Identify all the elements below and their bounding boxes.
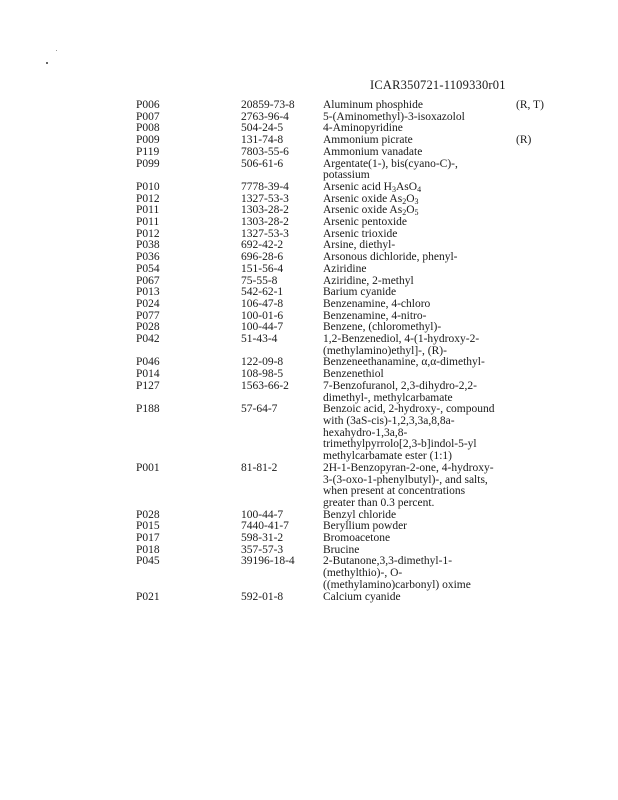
waste-code: P042 xyxy=(136,333,160,346)
table-row xyxy=(136,463,556,510)
waste-code: P011 xyxy=(136,216,160,229)
substance-name-line: 4-Aminopyridine xyxy=(323,122,403,135)
hazard-code xyxy=(516,334,556,357)
substance-name-line: Aziridine xyxy=(323,262,367,275)
table-row xyxy=(136,264,556,276)
waste-code: P008 xyxy=(136,122,160,135)
hazard-code: (R, T) xyxy=(516,99,544,111)
waste-code: P188 xyxy=(136,403,160,416)
table-row xyxy=(136,404,556,463)
hazard-code xyxy=(516,205,556,217)
substance-name xyxy=(323,556,516,591)
substance-name xyxy=(323,592,516,604)
hazard-code xyxy=(516,194,556,206)
cas-number: 75-55-8 xyxy=(241,274,278,287)
substance-name-line: Barium cyanide xyxy=(323,286,397,299)
cas-number: 151-56-4 xyxy=(241,262,284,275)
cas-number: 122-09-8 xyxy=(241,356,284,369)
waste-code: P099 xyxy=(136,157,160,170)
substance-name-line: dimethyl-, methylcarbamate xyxy=(323,391,453,404)
waste-code: P077 xyxy=(136,309,160,322)
waste-code: P014 xyxy=(136,368,160,381)
substance-name-line: 5-(Aminomethyl)-3-isoxazolol xyxy=(323,110,465,123)
waste-code: P028 xyxy=(136,321,160,334)
cas-number: 1327-53-3 xyxy=(241,227,289,240)
cas-number: 692-42-2 xyxy=(241,239,284,252)
cas-number: 1327-53-3 xyxy=(241,192,289,205)
substance-name-line: Beryllium powder xyxy=(323,520,407,533)
waste-code: P028 xyxy=(136,508,160,521)
hazard-code xyxy=(516,112,556,124)
substance-name xyxy=(323,463,516,510)
cas-number: 542-62-1 xyxy=(241,286,284,299)
table-row xyxy=(136,159,556,182)
substance-name xyxy=(323,217,516,229)
hazard-code xyxy=(516,217,556,229)
cas-number: 106-47-8 xyxy=(241,297,284,310)
substance-name xyxy=(323,100,516,112)
substance-name xyxy=(323,182,516,194)
substance-name-line: Arsine, diethyl- xyxy=(323,239,396,252)
hazard-code xyxy=(516,311,556,323)
table-body xyxy=(136,100,556,603)
cas-number: 57-64-7 xyxy=(241,403,278,416)
cas-number: 39196-18-4 xyxy=(241,555,295,568)
substance-name-line: hexahydro-1,3a,8- xyxy=(323,426,408,439)
waste-code: P021 xyxy=(136,590,160,603)
waste-code: P036 xyxy=(136,251,160,264)
substance-name-line: trimethylpyrrolo[2,3-b]indol-5-yl xyxy=(323,438,477,451)
hazard-code xyxy=(516,287,556,299)
hazard-code xyxy=(516,369,556,381)
table-row xyxy=(136,182,556,194)
hazard-code xyxy=(516,463,556,510)
substance-name-line: (methylthio)-, O- xyxy=(323,567,403,580)
substance-name-line: 3-(3-oxo-1-phenylbutyl)-, and salts, xyxy=(323,473,488,486)
cas-number: 357-57-3 xyxy=(241,543,284,556)
substance-name-line: Arsenic trioxide xyxy=(323,227,398,240)
hazard-code xyxy=(516,533,556,545)
substance-name xyxy=(323,404,516,463)
table-row xyxy=(136,147,556,159)
table-row xyxy=(136,299,556,311)
hazard-code xyxy=(516,404,556,463)
waste-code: P012 xyxy=(136,227,160,240)
cas-number: 7778-39-4 xyxy=(241,180,289,193)
waste-code: P009 xyxy=(136,134,160,147)
substance-name-line: Benzene, (chloromethyl)- xyxy=(323,321,442,334)
cas-number: 20859-73-8 xyxy=(241,99,295,111)
substance-name-line: Ammonium picrate xyxy=(323,134,413,147)
substance-name-line: Aziridine, 2-methyl xyxy=(323,274,414,287)
cas-number: 51-43-4 xyxy=(241,333,278,346)
substance-name-line: (methylamino)ethyl]-, (R)- xyxy=(323,344,447,357)
substance-name-line: 2H-1-Benzopyran-2-one, 4-hydroxy- xyxy=(323,461,494,474)
cas-number: 2763-96-4 xyxy=(241,110,289,123)
substance-name-line: Arsenic pentoxide xyxy=(323,216,407,229)
cas-number: 100-44-7 xyxy=(241,508,284,521)
waste-code: P018 xyxy=(136,543,160,556)
table-row xyxy=(136,592,556,604)
hazard-code xyxy=(516,276,556,288)
substance-name-line: Aluminum phosphide xyxy=(323,99,423,111)
substance-name-line: Bromoacetone xyxy=(323,532,391,545)
substance-name-line: Benzenamine, 4-nitro- xyxy=(323,309,427,322)
substance-name-line: methylcarbamate ester (1:1) xyxy=(323,450,452,463)
substance-name-line: greater than 0.3 percent. xyxy=(323,496,435,509)
scan-speck xyxy=(46,62,48,64)
substance-name xyxy=(323,299,516,311)
hazard-code xyxy=(516,521,556,533)
waste-code: P046 xyxy=(136,356,160,369)
table-row xyxy=(136,533,556,545)
substance-name-line: Arsenic oxide $As_2O_5$ xyxy=(323,204,419,218)
substance-name-line: Benzyl chloride xyxy=(323,508,397,521)
substance-name-line: Calcium cyanide xyxy=(323,590,401,603)
substance-name-line: Brucine xyxy=(323,543,360,556)
substance-name-line: Ammonium vanadate xyxy=(323,145,423,158)
substance-name xyxy=(323,334,516,357)
hazard-code: (R) xyxy=(516,134,532,147)
substance-name-line: potassium xyxy=(323,169,370,182)
waste-code: P001 xyxy=(136,461,160,474)
hazard-code xyxy=(516,510,556,522)
hazard-code xyxy=(516,299,556,311)
hazard-code xyxy=(516,252,556,264)
cas-number: 1563-66-2 xyxy=(241,379,289,392)
substance-name-line: with (3aS-cis)-1,2,3,3a,8,8a- xyxy=(323,414,455,427)
cas-number: 696-28-6 xyxy=(241,251,284,264)
hazard-code xyxy=(516,556,556,591)
cas-number: 598-31-2 xyxy=(241,532,284,545)
table-row xyxy=(136,217,556,229)
substance-name-line: Benzeneethanamine, α,α-dimethyl- xyxy=(323,356,485,369)
hazard-code xyxy=(516,381,556,404)
hazard-code xyxy=(516,240,556,252)
substance-name-line: Arsenic oxide $As_2O_3$ xyxy=(323,192,419,206)
hazard-code xyxy=(516,592,556,604)
substance-name xyxy=(323,264,516,276)
substance-name xyxy=(323,159,516,182)
substance-name-line: when present at concentrations xyxy=(323,485,466,498)
waste-code: P067 xyxy=(136,274,160,287)
cas-number: 592-01-8 xyxy=(241,590,284,603)
substance-name xyxy=(323,147,516,159)
substance-name-line: Arsonous dichloride, phenyl- xyxy=(323,251,458,264)
hazard-code xyxy=(516,182,556,194)
substance-name xyxy=(323,533,516,545)
cas-number: 81-81-2 xyxy=(241,461,278,474)
table-row xyxy=(136,381,556,404)
waste-code: P024 xyxy=(136,297,160,310)
cas-number: 100-01-6 xyxy=(241,309,284,322)
hazard-code xyxy=(516,159,556,182)
hazard-code xyxy=(516,264,556,276)
waste-code: P127 xyxy=(136,379,160,392)
cas-number: 7440-41-7 xyxy=(241,520,289,533)
waste-code: P054 xyxy=(136,262,160,275)
table-row xyxy=(136,556,556,591)
waste-code: P010 xyxy=(136,180,160,193)
waste-code: P007 xyxy=(136,110,160,123)
table-row xyxy=(136,334,556,357)
substance-name-line: Benzenethiol xyxy=(323,368,384,381)
waste-code: P006 xyxy=(136,99,160,111)
cas-number: 108-98-5 xyxy=(241,368,284,381)
hazard-code xyxy=(516,357,556,369)
substance-name-line: 7-Benzofuranol, 2,3-dihydro-2,2- xyxy=(323,379,477,392)
substance-name-line: 2-Butanone,3,3-dimethyl-1- xyxy=(323,555,453,568)
hazard-code xyxy=(516,147,556,159)
substance-name-line: Benzenamine, 4-chloro xyxy=(323,297,431,310)
waste-code: P038 xyxy=(136,239,160,252)
scan-speck xyxy=(56,50,57,51)
substance-name-line: 1,2-Benzenediol, 4-(1-hydroxy-2- xyxy=(323,333,480,346)
hazard-code xyxy=(516,322,556,334)
hazardous-waste-table xyxy=(136,100,556,603)
waste-code: P013 xyxy=(136,286,160,299)
document-id: ICAR350721-1109330r01 xyxy=(370,78,506,92)
substance-name-line: ((methylamino)carbonyl) oxime xyxy=(323,578,471,591)
substance-name-line: Argentate(1-), bis(cyano-C)-, xyxy=(323,157,458,170)
hazard-code xyxy=(516,229,556,241)
cas-number: 131-74-8 xyxy=(241,134,284,147)
cas-number: 1303-28-2 xyxy=(241,204,289,217)
table-row xyxy=(136,100,556,112)
waste-code: P017 xyxy=(136,532,160,545)
substance-name-line: Benzoic acid, 2-hydroxy-, compound xyxy=(323,403,495,416)
cas-number: 7803-55-6 xyxy=(241,145,289,158)
cas-number: 100-44-7 xyxy=(241,321,284,334)
waste-code: P045 xyxy=(136,555,160,568)
cas-number: 1303-28-2 xyxy=(241,216,289,229)
substance-name xyxy=(323,381,516,404)
substance-name-line: Arsenic acid $H_3AsO_4$ xyxy=(323,180,422,194)
waste-code: P015 xyxy=(136,520,160,533)
waste-code: P011 xyxy=(136,204,160,217)
cas-number: 504-24-5 xyxy=(241,122,284,135)
waste-code: P119 xyxy=(136,145,160,158)
cas-number: 506-61-6 xyxy=(241,157,284,170)
hazard-code xyxy=(516,545,556,557)
waste-code: P012 xyxy=(136,192,160,205)
